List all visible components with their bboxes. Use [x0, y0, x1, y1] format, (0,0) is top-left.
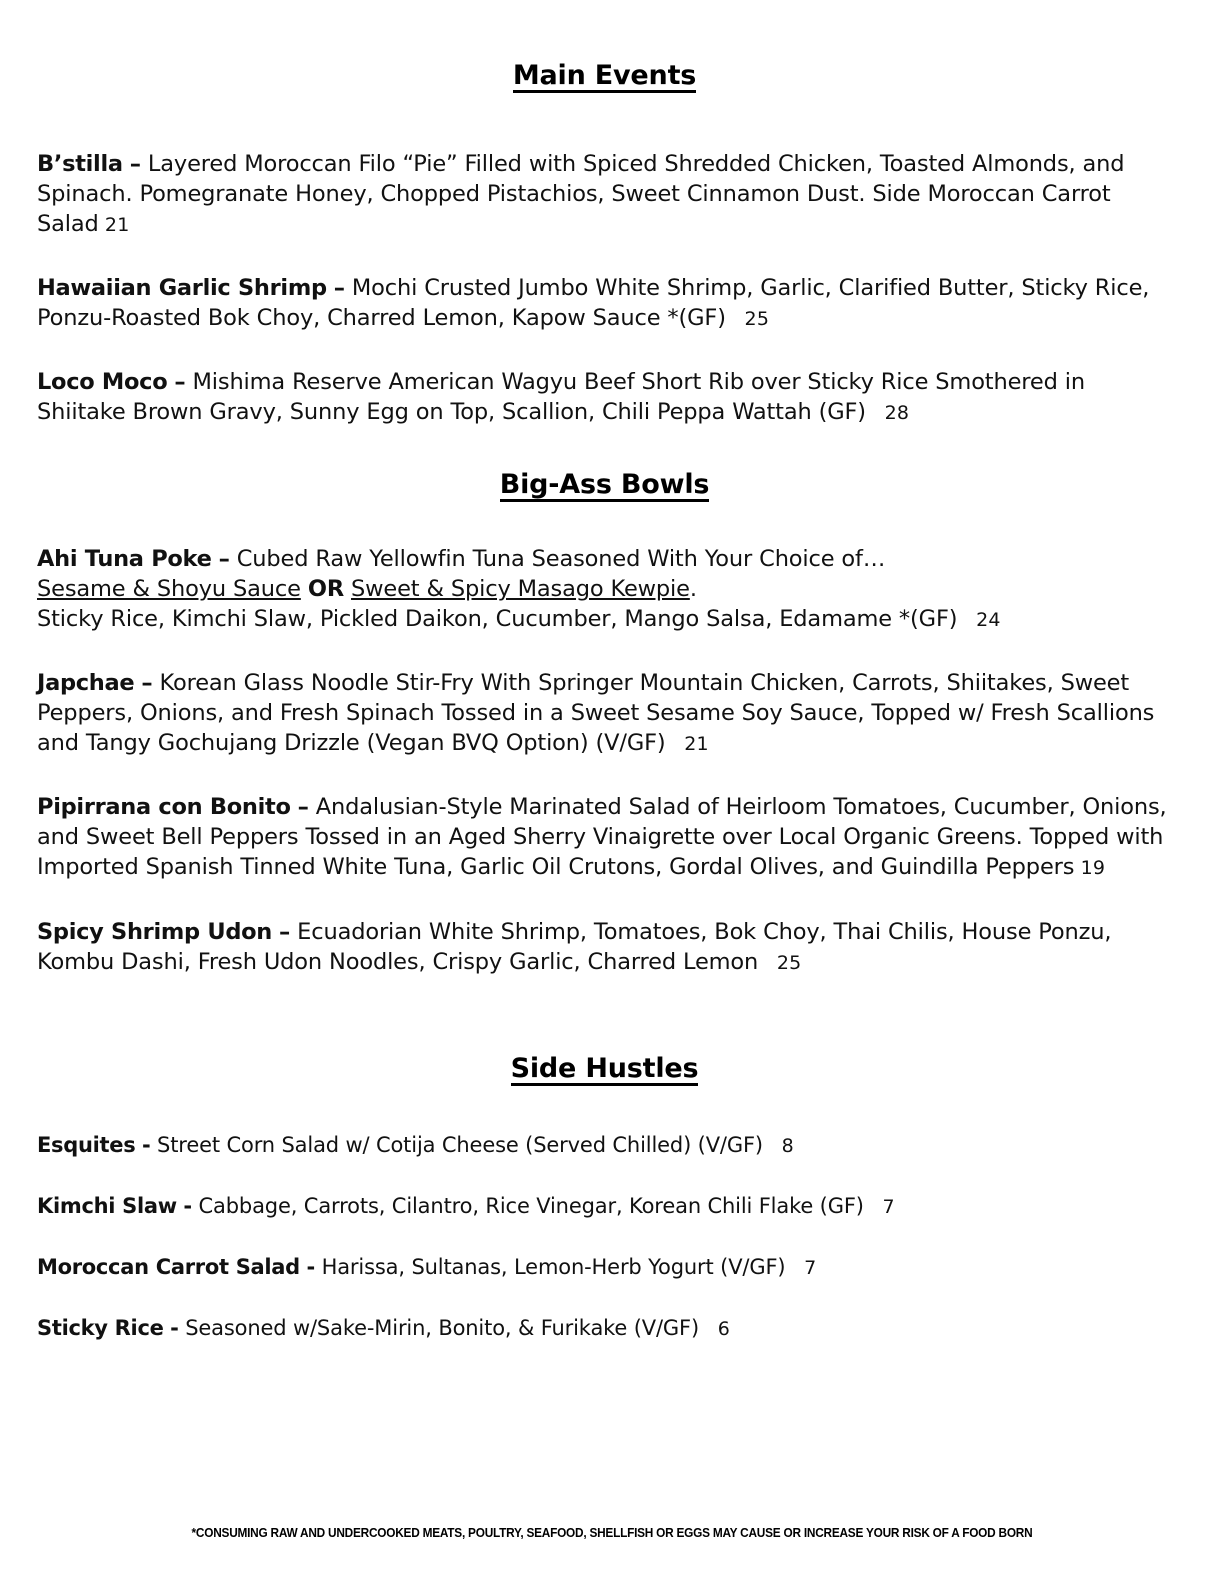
menu-item-description: Harissa, Sultanas, Lemon-Herb Yogurt (V/GF)	[321, 1255, 786, 1280]
menu-item-name: Spicy Shrimp Udon	[37, 918, 273, 945]
section-heading-main-events-label: Main Events	[512, 60, 697, 91]
menu-item-dash: -	[306, 1255, 316, 1280]
menu-item-dash: –	[129, 151, 141, 177]
menu-item-description-line-1: Cubed Raw Yellowfin Tuna Seasoned With Your Choice of…	[236, 546, 886, 573]
menu-item-name: Ahi Tuna Poke	[37, 546, 212, 573]
menu-item-price: 21	[104, 214, 130, 237]
menu-item-price: 25	[776, 951, 802, 974]
menu-item-name: Pipirrana con Bonito	[37, 794, 291, 821]
menu-item-name: Moroccan Carrot Salad	[37, 1255, 300, 1280]
menu-item-description: Ecuadorian White Shrimp, Tomatoes, Bok Choy, Thai Chilis, House Ponzu, Kombu Dashi, Fresh Udon Noodles, Crispy Garlic, Charred Lemon	[37, 918, 1112, 975]
menu-item-name: Esquites	[37, 1132, 136, 1157]
menu-item-dash: –	[218, 546, 230, 573]
menu-item-dash: –	[279, 918, 291, 945]
menu-item-description-line-3: Sticky Rice, Kimchi Slaw, Pickled Daikon, Cucumber, Mango Salsa, Edamame *(GF)	[37, 606, 958, 633]
main-events-item-list	[37, 149, 1172, 427]
menu-item-price: 7	[882, 1195, 895, 1218]
menu-item-dash: –	[297, 794, 309, 821]
menu-item-description: Mochi Crusted Jumbo White Shrimp, Garlic, Clarified Butter, Sticky Rice, Ponzu-Roasted Bok Choy, Charred Lemon, Kapow Sauce *(GF)	[37, 275, 1150, 332]
menu-item-name: Kimchi Slaw	[37, 1193, 177, 1218]
menu-item-dash: -	[141, 1132, 151, 1157]
menu-item-ahi-tuna-poke	[37, 544, 1172, 634]
poke-choice-option-a: Sesame & Shoyu Sauce	[37, 576, 301, 603]
menu-item-moroccan-carrot-salad	[37, 1254, 1172, 1281]
menu-item-name: Loco Moco	[37, 369, 168, 396]
menu-item-description: Korean Glass Noodle Stir-Fry With Springer Mountain Chicken, Carrots, Shiitakes, Sweet Peppers, Onions, and Fresh Spinach Tossed in a Sweet Sesame Soy Sauce, Topped w/ Fresh Scallions and Tangy Gochujang Drizzle (Vegan BVQ Option) (V/GF)	[37, 670, 1155, 757]
menu-item-name: Hawaiian Garlic Shrimp	[37, 275, 327, 302]
allergen-disclaimer: *CONSUMING RAW AND UNDERCOOKED MEATS, POULTRY, SEAFOOD, SHELLFISH OR EGGS MAY CAUSE OR INCREASE YOUR RISK OF A FOOD BORN	[191, 1526, 1033, 1540]
menu-item-sticky-rice	[37, 1315, 1172, 1342]
menu-item-price: 19	[1080, 857, 1106, 880]
menu-item-name: Japchae	[37, 670, 135, 697]
menu-item-hawaiian-garlic-shrimp	[37, 273, 1172, 333]
big-ass-bowls-item-list	[37, 544, 1172, 976]
section-heading-side-hustles-label: Side Hustles	[510, 1052, 699, 1084]
poke-choice-terminator: .	[689, 576, 697, 603]
menu-item-esquites	[37, 1132, 1172, 1159]
menu-item-japchae	[37, 668, 1172, 758]
menu-item-dash: -	[170, 1316, 179, 1341]
menu-item-pipirrana-con-bonito	[37, 792, 1172, 882]
menu-item-description: Andalusian-Style Marinated Salad of Heirloom Tomatoes, Cucumber, Onions, and Sweet Bell Peppers Tossed in an Aged Sherry Vinaigrette over Local Organic Greens. Topped with Imported Spanish Tinned White Tuna, Garlic Oil Crutons, Gordal Olives, and Guindilla Peppers	[37, 794, 1167, 881]
menu-item-kimchi-slaw	[37, 1193, 1172, 1220]
section-heading-main-events	[37, 0, 1172, 93]
menu-item-dash: –	[141, 670, 153, 697]
section-heading-big-ass-bowls	[37, 427, 1172, 502]
poke-choice-conjunction: OR	[307, 576, 344, 603]
menu-item-name: B’stilla	[37, 151, 123, 177]
menu-item-price: 6	[717, 1318, 731, 1341]
menu-item-bstilla	[37, 149, 1172, 239]
menu-item-dash: –	[174, 369, 186, 396]
menu-item-name: Sticky Rice	[37, 1316, 164, 1341]
menu-item-spicy-shrimp-udon	[37, 917, 1172, 977]
menu-item-price: 7	[804, 1257, 817, 1280]
menu-item-price: 8	[781, 1134, 794, 1157]
menu-item-price: 28	[884, 402, 910, 425]
poke-choice-option-b: Sweet & Spicy Masago Kewpie	[351, 576, 690, 603]
menu-item-price: 25	[744, 308, 770, 331]
menu-item-description: Street Corn Salad w/ Cotija Cheese (Served Chilled) (V/GF)	[157, 1132, 763, 1157]
menu-item-dash: –	[333, 275, 345, 302]
menu-item-dash: -	[183, 1193, 192, 1218]
section-heading-side-hustles	[37, 977, 1172, 1086]
section-heading-big-ass-bowls-label: Big-Ass Bowls	[499, 469, 710, 501]
menu-item-loco-moco	[37, 367, 1172, 427]
menu-item-description: Layered Moroccan Filo “Pie” Filled with Spiced Shredded Chicken, Toasted Almonds, and Spinach. Pomegranate Honey, Chopped Pistachios, Sweet Cinnamon Dust. Side Moroccan Carrot Salad	[37, 151, 1125, 238]
menu-item-description: Seasoned w/Sake-Mirin, Bonito, & Furikake (V/GF)	[185, 1316, 700, 1341]
side-hustles-item-list	[37, 1132, 1172, 1343]
menu-item-price: 21	[684, 733, 709, 756]
menu-item-price: 24	[976, 609, 1001, 632]
menu-item-description: Cabbage, Carrots, Cilantro, Rice Vinegar, Korean Chili Flake (GF)	[198, 1193, 864, 1218]
menu-item-description: Mishima Reserve American Wagyu Beef Short Rib over Sticky Rice Smothered in Shiitake Brown Gravy, Sunny Egg on Top, Scallion, Chili Peppa Wattah (GF)	[37, 369, 1085, 426]
